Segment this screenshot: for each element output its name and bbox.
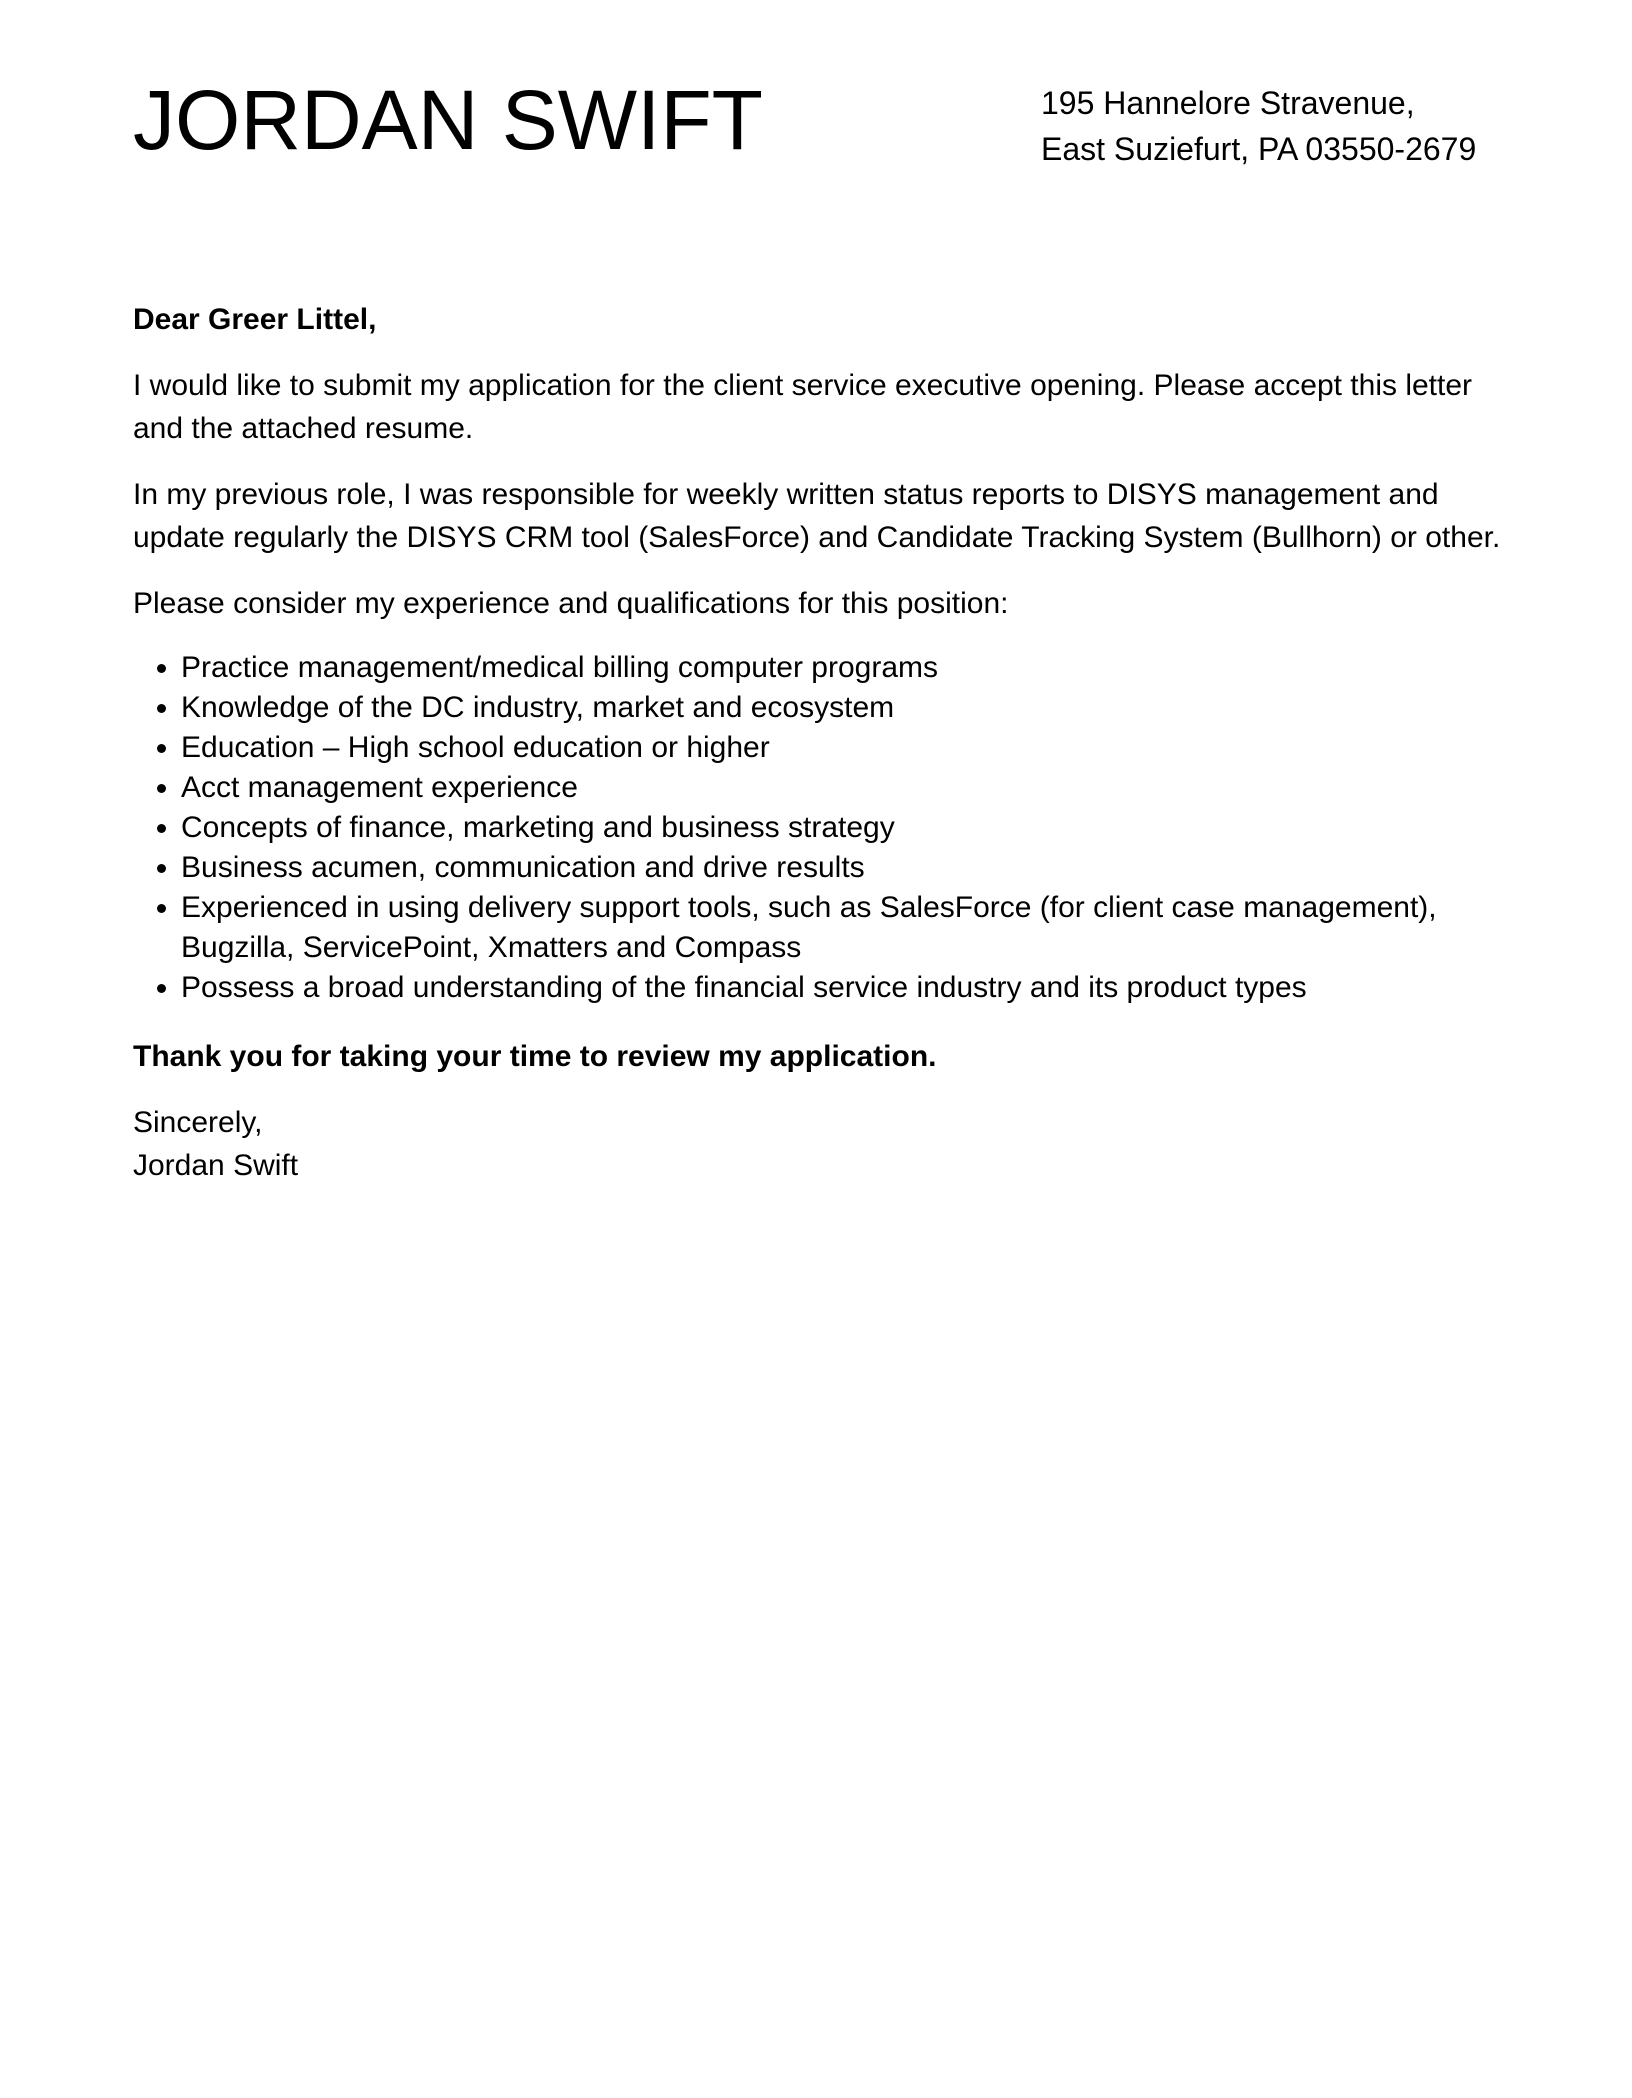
signoff (133, 1101, 1503, 1187)
list-item: • Knowledge of the DC industry, market and ecosystem (181, 688, 1503, 728)
list-item: • Education – High school education or higher (181, 728, 1503, 768)
salutation: Dear Greer Littel, (133, 303, 377, 336)
address-line-2: East Suziefurt, PA 03550-2679 (1041, 131, 1477, 167)
paragraph-previous-role: In my previous role, I was responsible for weekly written status reports to DISYS management and update regularly the DISYS CRM tool (SalesForce) and Candidate Tracking System (Bullhorn) or other. (133, 478, 1501, 554)
signature-name: Jordan Swift (133, 1149, 299, 1182)
closing: Sincerely, (133, 1106, 263, 1139)
qualifications-list (133, 648, 1503, 1008)
list-item: • Possess a broad understanding of the financial service industry and its product types (181, 968, 1503, 1008)
paragraph-intro: I would like to submit my application for the client service executive opening. Please accept this letter and the attached resume. (133, 369, 1473, 445)
letter-body (133, 298, 1503, 1187)
address-line-1: 195 Hannelore Stravenue, (1041, 85, 1415, 121)
list-item: • Experienced in using delivery support tools, such as SalesForce (for client case management), Bugzilla, ServicePoint, Xmatters and Compass (181, 888, 1503, 968)
list-item: • Acct management experience (181, 768, 1503, 808)
applicant-address (1041, 80, 1476, 172)
list-item: • Business acumen, communication and drive results (181, 848, 1503, 888)
paragraph-consider: Please consider my experience and qualifications for this position: (133, 587, 1009, 620)
applicant-name: JORDAN SWIFT (133, 73, 763, 167)
list-item: • Concepts of finance, marketing and business strategy (181, 808, 1503, 848)
thank-you-line: Thank you for taking your time to review my application. (133, 1040, 937, 1073)
list-item: • Practice management/medical billing computer programs (181, 648, 1503, 688)
